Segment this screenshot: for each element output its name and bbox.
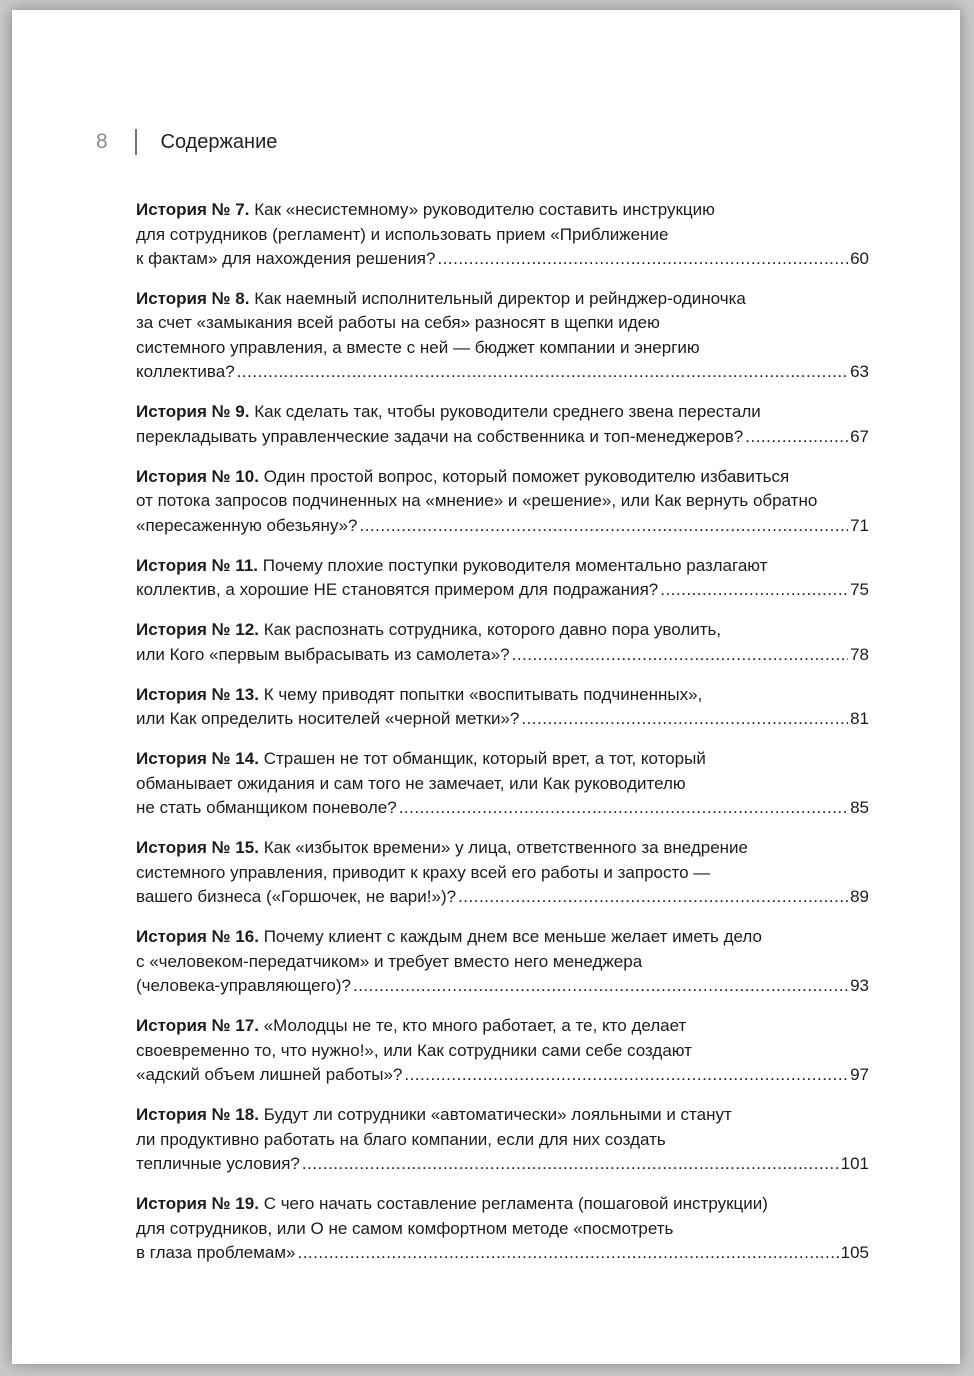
dot-leader	[302, 1152, 839, 1177]
dot-leader	[512, 643, 848, 668]
toc-page-number: 105	[840, 1243, 869, 1262]
dot-leader	[458, 885, 848, 910]
toc-entry-text: обманывает ожидания и сам того не замечает, или Как руководителю	[136, 773, 686, 793]
toc-entry-label: История № 10.	[136, 466, 259, 486]
toc-entry-text: коллектив, а хорошие НЕ становятся примером для подражания?	[136, 580, 659, 599]
toc-entry-last-line	[136, 247, 869, 272]
toc-entry-line	[136, 861, 869, 886]
toc-entry-text: «адский объем лишней работы»?	[136, 1065, 403, 1084]
toc-entry-label: История № 7.	[136, 200, 250, 219]
toc-entry-last-line	[136, 796, 869, 821]
dot-leader	[237, 360, 848, 385]
toc-entry-label: История № 9.	[136, 402, 250, 421]
dot-leader	[359, 514, 848, 539]
toc-entry-line	[136, 950, 869, 975]
dot-leader	[521, 707, 848, 732]
toc-entry-text: Будут ли сотрудники «автоматически» лояльными и станут	[263, 1105, 732, 1124]
toc-entry-line	[136, 336, 869, 361]
toc-entry-label: История № 12.	[136, 620, 259, 639]
toc-entry[interactable]	[136, 198, 869, 272]
toc-entry-line	[136, 618, 869, 643]
toc-entry-text: «пересаженную обезьяну»?	[136, 515, 358, 535]
toc-entry-text: для сотрудников (регламент) и использовать прием «Приближение	[136, 224, 669, 244]
toc-entry-text: системного управления, а вместе с ней — бюджет компании и энергию	[136, 337, 700, 357]
toc-entry-label: История № 16.	[136, 927, 259, 946]
toc-entry-last-line	[136, 707, 869, 732]
toc-entry-text: Как «избыток времени» у лица, ответственного за внедрение	[263, 838, 748, 857]
toc-entry-text: К чему приводят попытки «воспитывать подчиненных»,	[263, 684, 703, 704]
toc-entry-text: для сотрудников, или О не самом комфортном методе «посмотреть	[136, 1218, 674, 1238]
dot-leader	[399, 796, 848, 821]
toc-entry-text: с «человеком-передатчиком» и требует вместо него менеджера	[136, 951, 643, 971]
toc-entry-label: История № 15.	[136, 838, 259, 857]
toc-entry-line	[136, 223, 869, 248]
toc-page-number: 97	[850, 1065, 869, 1084]
toc-entry-line	[136, 1039, 869, 1064]
toc-entry-line	[136, 287, 869, 312]
dot-leader	[437, 247, 848, 272]
toc-entry-text: или Кого «первым выбрасывать из самолета»?	[136, 644, 510, 664]
toc-entry-line	[136, 198, 869, 223]
toc-entry-line	[136, 1217, 869, 1242]
toc-entry-last-line	[136, 643, 869, 668]
toc-entry-text: не стать обманщиком поневоле?	[136, 798, 397, 817]
toc-page-number: 67	[850, 426, 869, 446]
toc-entry-last-line	[136, 885, 869, 910]
toc-entry[interactable]	[136, 836, 869, 910]
toc-entry-label: История № 14.	[136, 749, 259, 768]
toc-entry-line	[136, 772, 869, 797]
toc-entry-last-line	[136, 514, 869, 539]
toc-entry-text: в глаза проблемам»	[136, 1243, 296, 1262]
toc-entry-text: «Молодцы не те, кто много работает, а те, кто делает	[263, 1016, 687, 1035]
toc-entry-line	[136, 311, 869, 336]
dot-leader	[353, 974, 848, 999]
toc-entry-text: С чего начать составление регламента (пошаговой инструкции)	[263, 1194, 768, 1213]
toc-entry-last-line	[136, 425, 869, 450]
toc-entry[interactable]	[136, 747, 869, 821]
toc-entry-label: История № 8.	[136, 288, 250, 308]
toc-entry-text: вашего бизнеса («Горшочек, не вари!»)?	[136, 887, 457, 906]
dot-leader	[404, 1063, 848, 1088]
toc-entry[interactable]	[136, 1014, 869, 1088]
toc-entry[interactable]	[136, 925, 869, 999]
toc-entry-text: или Как определить носителей «черной метки»?	[136, 709, 520, 728]
toc-entry-label: История № 19.	[136, 1194, 259, 1213]
toc-entry[interactable]	[136, 554, 869, 603]
toc-entry-text: ли продуктивно работать на благо компании, если для них создать	[136, 1129, 666, 1149]
header-divider	[135, 129, 137, 155]
toc-entry-last-line	[136, 1152, 869, 1177]
toc-entry-line	[136, 836, 869, 861]
toc-entry-line	[136, 1103, 869, 1128]
toc-entry-line	[136, 747, 869, 772]
toc-page-number: 63	[850, 362, 869, 381]
toc-page-number: 60	[850, 249, 869, 268]
toc-entry-label: История № 17.	[136, 1016, 259, 1035]
toc-entry-last-line	[136, 360, 869, 385]
toc-entry[interactable]	[136, 287, 869, 385]
toc-entry-text: к фактам» для нахождения решения?	[136, 249, 436, 268]
toc-entry-text: Почему клиент с каждым днем все меньше желает иметь дело	[263, 927, 762, 946]
toc-entry-text: Как наемный исполнительный директор и рейнджер-одиночка	[254, 288, 746, 308]
toc-entry-line	[136, 489, 869, 514]
toc-entry-text: своевременно то, что нужно!», или Как сотрудники сами себе создают	[136, 1040, 692, 1060]
toc-page-number: 101	[840, 1154, 869, 1173]
section-title: Содержание	[160, 130, 278, 153]
toc-entry-text: Почему плохие поступки руководителя моментально разлагают	[262, 555, 768, 575]
running-head	[96, 122, 277, 162]
toc-page-number: 81	[850, 709, 869, 728]
toc-page-number: 71	[850, 515, 869, 535]
toc-entry[interactable]	[136, 400, 869, 449]
toc-entry-text: за счет «замыкания всей работы на себя» разносят в щепки идею	[136, 313, 660, 332]
toc-entry-text: коллектива?	[136, 362, 235, 381]
toc-entry[interactable]	[136, 1103, 869, 1177]
toc-entry-line	[136, 1128, 869, 1153]
toc-entry-line	[136, 1192, 869, 1217]
toc-entry-label: История № 13.	[136, 684, 259, 704]
dot-leader	[297, 1241, 838, 1266]
toc-page-number: 85	[850, 798, 869, 817]
toc-entry-text: Один простой вопрос, который поможет руководителю избавиться	[263, 466, 790, 486]
toc-entry-label: История № 11.	[136, 555, 259, 575]
toc-entry[interactable]	[136, 683, 869, 732]
dot-leader	[745, 425, 848, 450]
toc-entry-last-line	[136, 1241, 869, 1266]
toc-entry-text: Как распознать сотрудника, которого давно пора уволить,	[263, 620, 722, 639]
toc-entry-line	[136, 925, 869, 950]
toc-entry[interactable]	[136, 465, 869, 539]
toc-entry-line	[136, 554, 869, 579]
toc-entry-line	[136, 400, 869, 425]
toc-entry-last-line	[136, 578, 869, 603]
toc-entry-text: от потока запросов подчиненных на «мнение» и «решение», или Как вернуть обратно	[136, 491, 818, 510]
toc-entry-text: перекладывать управленческие задачи на собственника и топ-менеджеров?	[136, 426, 744, 446]
toc-entry[interactable]	[136, 618, 869, 667]
toc-page-number: 75	[850, 580, 869, 599]
toc-entry-label: История № 18.	[136, 1105, 259, 1124]
book-page	[12, 10, 960, 1364]
toc-entry-line	[136, 1014, 869, 1039]
toc-page-number: 93	[850, 976, 869, 995]
toc-entry-text: (человека-управляющего)?	[136, 976, 351, 995]
toc-entry-last-line	[136, 974, 869, 999]
toc-entry-line	[136, 683, 869, 708]
toc-entry-text: Как сделать так, чтобы руководители среднего звена перестали	[254, 402, 761, 421]
toc-entry-text: тепличные условия?	[136, 1154, 300, 1173]
toc-entry-last-line	[136, 1063, 869, 1088]
toc-entry-text: Страшен не тот обманщик, который врет, а тот, который	[263, 749, 706, 768]
dot-leader	[660, 578, 848, 603]
page-number: 8	[96, 130, 108, 153]
toc-entry-text: системного управления, приводит к краху всей его работы и запросто —	[136, 862, 711, 882]
toc-entry-line	[136, 465, 869, 490]
toc-entry-text: Как «несистемному» руководителю составить инструкцию	[254, 200, 715, 219]
table-of-contents	[136, 198, 869, 1281]
toc-page-number: 78	[850, 644, 869, 664]
toc-page-number: 89	[850, 887, 869, 906]
toc-entry[interactable]	[136, 1192, 869, 1266]
